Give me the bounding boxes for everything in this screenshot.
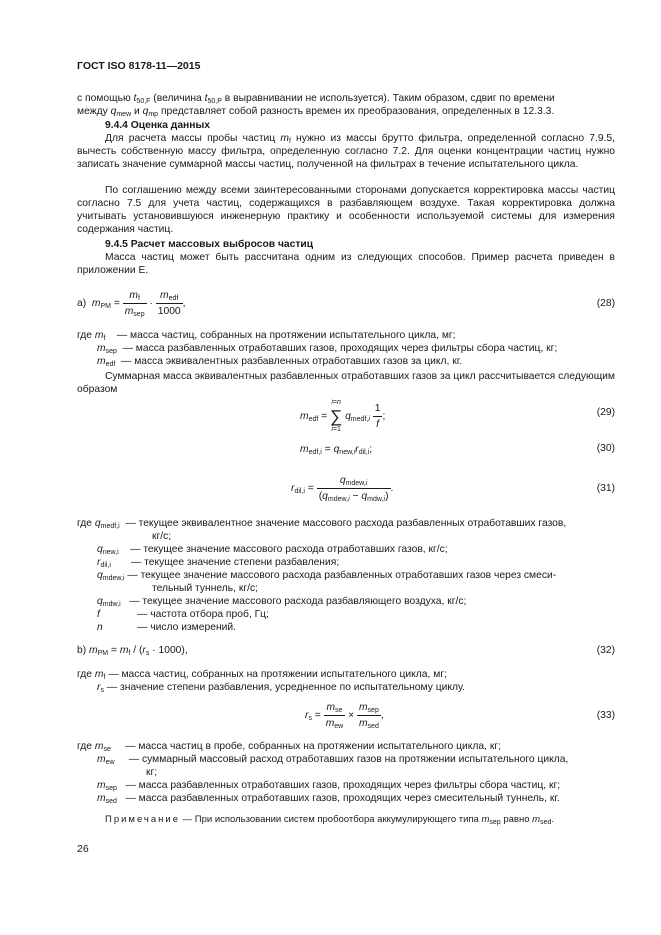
- paragraph-2: Для расчета массы пробы частиц $m_f$ нужно из массы брутто фильтра, определенной согласно 7.9.5, вычесть собственную массу фильтра, определенную согласно 7.2. Для оценки концентрации частиц нужно записать значение суммарной массы частиц, полученной на фильтрах в течение испытательного цикла.: [77, 133, 615, 170]
- def-31-1-cont: кг/с;: [152, 531, 172, 542]
- equation-30-number: (30): [596, 443, 615, 454]
- def-32-2: $r_s$ — значение степени разбавления, усредненное по испытательному циклу.: [97, 682, 465, 694]
- equation-28: а) $m_{PM}$ = $\frac{m_f}{m_{sep}}$ · $\frac{m_{edf}}{1000}$ ,: [77, 290, 186, 318]
- def-33-2: $m_{ew}$ — суммарный массовый расход отработавших газов на протяжении испытательного цикла,: [97, 754, 569, 766]
- def-28-1: где $m_f$ — масса частиц, собранных на протяжении испытательного цикла, мг;: [77, 330, 456, 342]
- page-number: 26: [77, 843, 89, 855]
- def-31-7: n — число измерений.: [97, 622, 236, 633]
- def-31-6: f — частота отбора проб, Гц;: [97, 609, 269, 620]
- equation-29: $m_{edf}$ = i=n ∑ i=1 $q_{medf,i}$ $\frac{1}{f}$ ;: [300, 399, 386, 433]
- paragraph-4: Масса частиц может быть рассчитана одним из следующих способов. Пример расчета приведен в приложении Е.: [77, 252, 615, 276]
- paragraph-1: с помощью $t_{50,F}$ (величина $t_{50,P}$ в выравнивании не используется). Таким образом, сдвиг по времени между $q_{mew}$ и $q_{mp}$ представляет собой разность времен их преобразования, определенных в 12.3.3.: [77, 93, 555, 118]
- equation-30: $m_{edf,i} = q_{new,i}r_{dil,i}$;: [300, 444, 373, 456]
- equation-33-number: (33): [596, 710, 615, 721]
- document-header: ГОСТ ISO 8178-11—2015: [77, 60, 201, 72]
- def-32-1: где $m_f$ — масса частиц, собранных на протяжении испытательного цикла, мг;: [77, 669, 447, 681]
- def-33-2-cont: кг;: [146, 767, 158, 778]
- note: Примечание — При использовании систем пробоотбора аккумулирующего типа $m_{sep}$ равно $m_{sed}$.: [105, 814, 554, 826]
- def-31-1: где $q_{medf,i}$ — текущее эквивалентное значение массового расхода разбавленных отработавших газов,: [77, 518, 567, 530]
- equation-32: b) $m_{PM} = m_f / (r_s \cdot 1000)$,: [77, 645, 188, 657]
- equation-33: $r_s$ = $\frac{m_{se}}{m_{ew}}$ × $\frac{m_{sep}}{m_{sed}}$ ,: [305, 702, 384, 730]
- def-31-2: $q_{new,i}$ — текущее значение массового расхода отработавших газов, кг/с;: [97, 544, 448, 556]
- section-9-4-5-title: 9.4.5 Расчет массовых выбросов частиц: [105, 239, 314, 250]
- def-31-4: $q_{mdew,i}$ — текущее значение массового расхода разбавленных отработавших газов через смеси-: [97, 570, 557, 582]
- def-31-3: $r_{dil,i}$ — текущее значение степени разбавления;: [97, 557, 340, 569]
- def-28-3: $m_{edf}$ — масса эквивалентных разбавленных отработавших газов за цикл, кг.: [97, 356, 463, 368]
- equation-28-number: (28): [596, 298, 615, 309]
- def-33-1: где $m_{se}$ — масса частиц в пробе, собранных на протяжении испытательного цикла, кг;: [77, 741, 501, 753]
- equation-32-number: (32): [596, 645, 615, 656]
- section-9-4-4-title: 9.4.4 Оценка данных: [105, 120, 211, 131]
- def-33-4: $m_{sed}$ — масса разбавленных отработавших газов, проходящих через смесительный туннель, кг.: [97, 793, 560, 805]
- def-28-2: $m_{sep}$ — масса разбавленных отработавших газов, проходящих через фильтры сбора частиц, кг;: [97, 343, 558, 355]
- equation-31-number: (31): [596, 483, 615, 494]
- def-31-5: $q_{mdw,i}$ — текущее значение массового расхода разбавляющего воздуха, кг/с;: [97, 596, 467, 608]
- paragraph-5: Суммарная масса эквивалентных разбавленных отработавших газов за цикл рассчитывается следующим образом: [77, 371, 615, 395]
- def-31-4-cont: тельный туннель, кг/с;: [152, 583, 259, 594]
- def-33-3: $m_{sep}$ — масса разбавленных отработавших газов, проходящих через фильтры сбора частиц, кг;: [97, 780, 561, 792]
- equation-29-number: (29): [596, 407, 615, 418]
- equation-31: $r_{dil,i}$ = $\frac{q_{mdew,i}}{(q_{mdew,i} - q_{mdw,i})}$ .: [291, 475, 394, 503]
- paragraph-3: По соглашению между всеми заинтересованными сторонами допускается корректировка массы частиц согласно 7.5 для учета частиц, содержащихся в разбавляющем воздухе. Такая корректировка должна учитывать установившуюся инженерную практику и особенности используемой системы для измерения содержания частиц.: [77, 185, 615, 235]
